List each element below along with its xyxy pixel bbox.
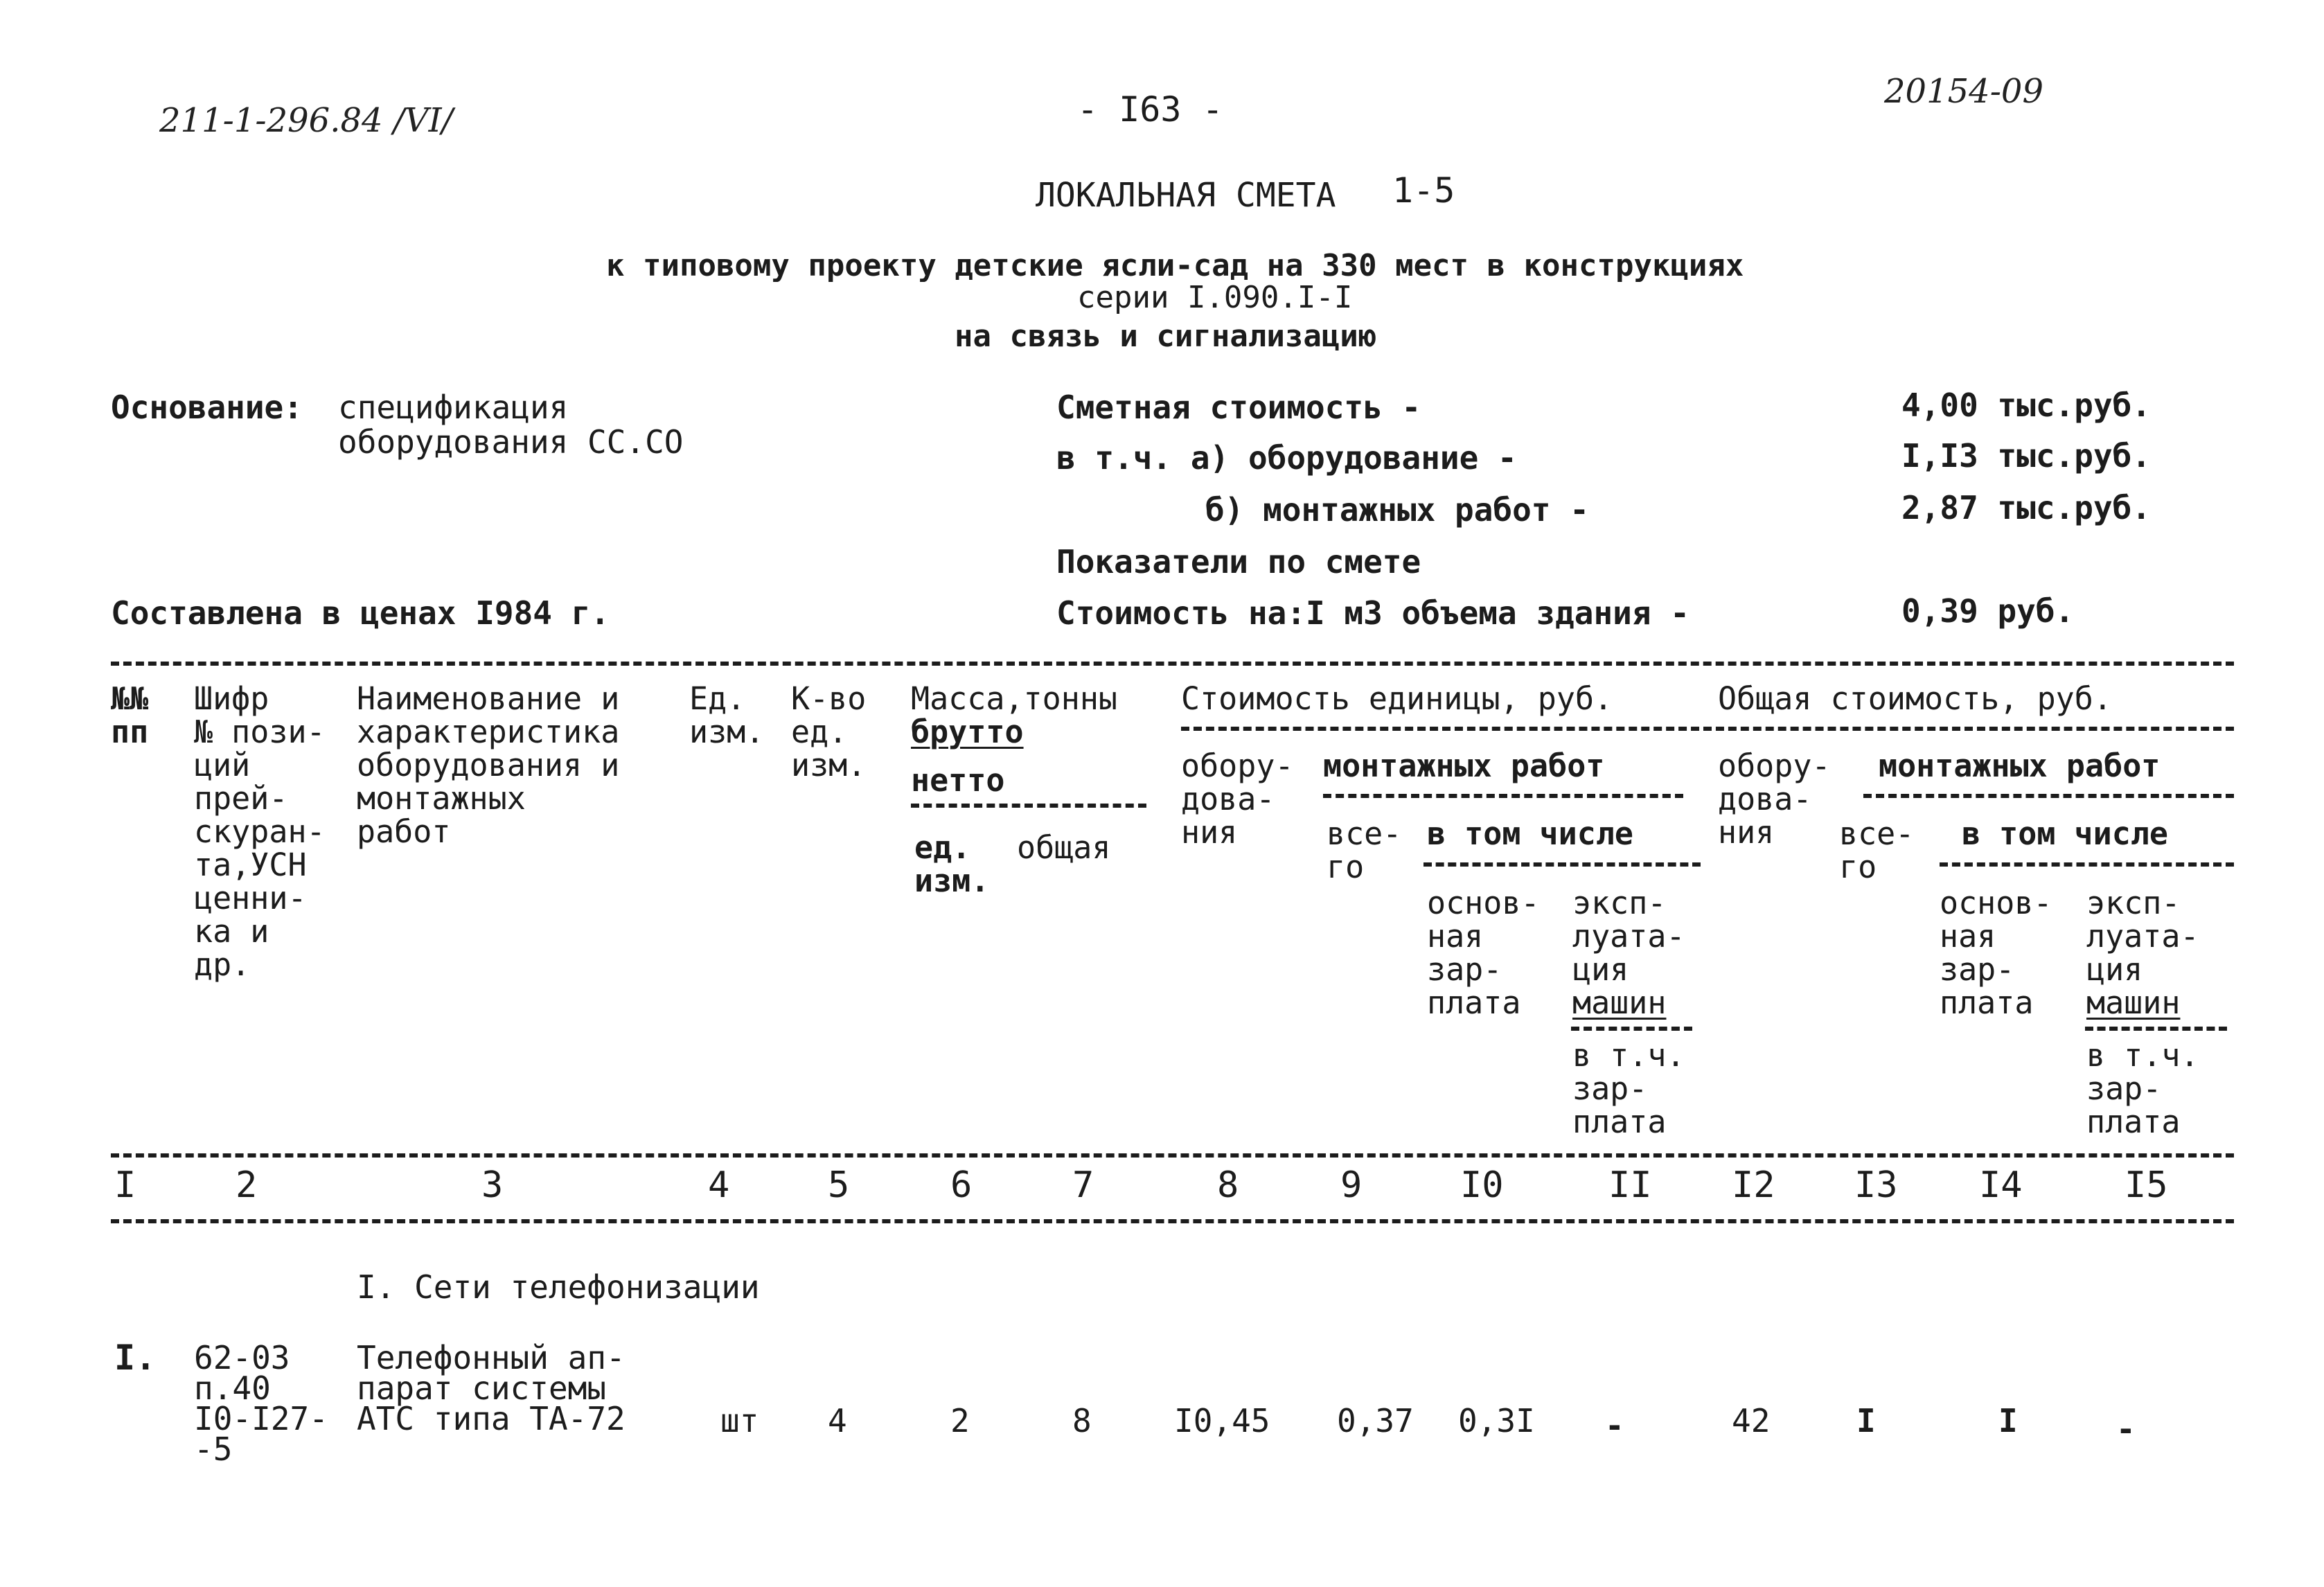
header-unit-installation: монтажных работ [1323, 747, 1605, 784]
column-number: 2 [236, 1164, 258, 1206]
header-row-number: №№ пп [111, 680, 149, 750]
column-numbers-top-rule [111, 1153, 2234, 1158]
header-total-cost: Общая стоимость, руб. [1718, 680, 2112, 717]
equipment-cost-value: I,I3 тыс.руб. [1901, 437, 2152, 475]
installation-cost-value: 2,87 тыс.руб. [1901, 489, 2152, 526]
header-unit-base-salary: основ- ная зар- плата [1427, 885, 1540, 1021]
subtitle-line-1: к типовому проекту детские ясли-сад на 330 мест в конструкциях [606, 248, 1744, 283]
column-number: 6 [950, 1164, 973, 1206]
row-mass-total: 8 [1072, 1402, 1092, 1439]
column-number: I4 [1979, 1164, 2023, 1206]
estimate-number: 1-5 [1392, 170, 1455, 211]
header-unit-machines-label: машин [1572, 984, 1667, 1021]
header-mass-netto: нетто [911, 762, 1005, 799]
unit-machines-rule [1571, 1027, 1692, 1031]
header-total-equipment: обору- дова- ния [1718, 747, 1831, 851]
total-machines-rule [2085, 1027, 2227, 1031]
header-total-incl: в том числе [1962, 815, 2169, 852]
row-code: 62-03 п.40 I0-I27- -5 [194, 1339, 328, 1468]
column-numbers-bottom-rule [111, 1219, 2234, 1223]
header-unit: Ед. изм. [689, 680, 765, 750]
basis-value-2: оборудования СС.СО [338, 423, 684, 461]
row-name: Телефонный ап- парат системы АТС типа ТА-72 [357, 1339, 626, 1437]
header-quantity: К-во ед. изм. [791, 680, 867, 783]
archive-code: 20154-09 [1884, 72, 2043, 111]
per-m3-label: Стоимость на:I м3 объема здания - [1056, 594, 1689, 632]
unit-installation-rule [1323, 794, 1683, 798]
column-number: 3 [481, 1164, 504, 1206]
page-title: ЛОКАЛЬНАЯ СМЕТА [1036, 176, 1336, 215]
total-installation-rule [1863, 794, 2234, 798]
estimated-cost-value: 4,00 тыс.руб. [1901, 387, 2152, 424]
header-name: Наименование и характеристика оборудования и монтажных работ [357, 680, 620, 850]
subtitle-line-2: серии I.090.I-I [1077, 280, 1353, 315]
column-number: I0 [1460, 1164, 1504, 1206]
row-equipment-total: 42 [1732, 1402, 1771, 1439]
column-number: II [1608, 1164, 1652, 1206]
header-unit-incl-salary: в т.ч. зар- плата [1572, 1037, 1685, 1140]
subtitle-line-3: на связь и сигнализацию [955, 319, 1377, 354]
row-machines-total: - [2116, 1410, 2136, 1448]
header-total-machines: эксп- луата- ция [2086, 885, 2199, 988]
document-code: 211-1-296.84 /VI/ [159, 101, 453, 140]
column-number: I2 [1732, 1164, 1775, 1206]
equipment-cost-label: в т.ч. а) оборудование - [1056, 439, 1517, 477]
unit-incl-rule [1423, 862, 1701, 867]
installation-cost-label: б) монтажных работ - [1205, 491, 1589, 529]
row-quantity: 4 [828, 1402, 847, 1439]
header-mass-total: общая [1017, 829, 1111, 866]
row-installation-unit-total: 0,37 [1337, 1402, 1414, 1439]
header-unit-installation-total: все- го [1327, 815, 1402, 885]
cost-split-rule [1181, 727, 2234, 731]
total-incl-rule [1940, 862, 2234, 867]
per-m3-value: 0,39 руб. [1901, 592, 2075, 630]
table-top-rule [111, 662, 2234, 666]
estimated-cost-label: Сметная стоимость - [1056, 389, 1421, 426]
column-number: 9 [1340, 1164, 1363, 1206]
header-total-base-salary: основ- ная зар- плата [1940, 885, 2052, 1021]
row-installation-total: I [1856, 1402, 1876, 1439]
header-total-machines-label: машин [2086, 984, 2181, 1021]
header-mass-unit: ед. изм. [914, 829, 990, 899]
column-number: I5 [2125, 1164, 2168, 1206]
header-unit-incl: в том числе [1427, 815, 1634, 852]
page-number: - I63 - [1077, 89, 1223, 130]
header-total-installation-total: все- го [1839, 815, 1915, 885]
column-number: I [114, 1164, 136, 1206]
column-number: 8 [1217, 1164, 1239, 1206]
column-number: I3 [1854, 1164, 1898, 1206]
column-number: 5 [828, 1164, 850, 1206]
basis-value-1: спецификация [338, 389, 569, 426]
row-unit: шт [720, 1402, 759, 1439]
header-unit-cost: Стоимость единицы, руб. [1181, 680, 1613, 717]
row-salary-total: I [1998, 1402, 2018, 1439]
indicators-label: Показатели по смете [1056, 543, 1421, 580]
header-unit-machines: эксп- луата- ция [1572, 885, 1685, 988]
header-mass-brutto: брутто [911, 713, 1024, 750]
header-total-incl-salary: в т.ч. зар- плата [2086, 1037, 2199, 1140]
header-mass: Масса,тонны [911, 680, 1118, 717]
row-installation-unit-salary: 0,3I [1458, 1402, 1535, 1439]
row-equipment-unit-cost: I0,45 [1174, 1402, 1270, 1439]
column-number: 7 [1072, 1164, 1094, 1206]
mass-split-rule [911, 804, 1146, 808]
header-code: Шифр № пози- ций прей- скуран- та,УСН ценни- ка и др. [194, 680, 326, 983]
row-mass-unit: 2 [950, 1402, 970, 1439]
section-title: I. Сети телефонизации [357, 1268, 760, 1306]
basis-label: Основание: [111, 389, 303, 426]
row-installation-unit-machines: - [1605, 1407, 1624, 1444]
header-unit-equipment: обору- дова- ния [1181, 747, 1294, 851]
header-total-installation: монтажных работ [1879, 747, 2161, 784]
column-number: 4 [708, 1164, 730, 1206]
row-number: I. [114, 1338, 157, 1378]
prices-note: Составлена в ценах I984 г. [111, 594, 610, 632]
